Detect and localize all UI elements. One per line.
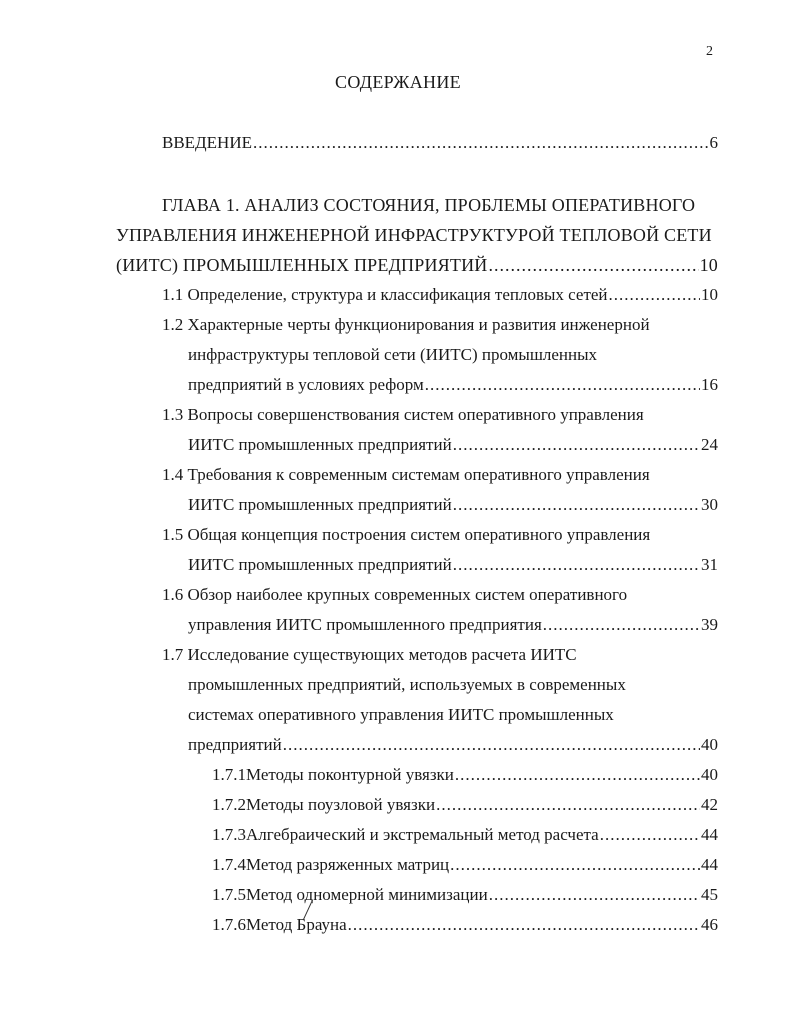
toc-entry-page: 39 (701, 615, 718, 634)
toc-chapter-1-line-2: УПРАВЛЕНИЯ ИНЖЕНЕРНОЙ ИНФРАСТРУКТУРОЙ ТЕПЛОВОЙ СЕТИ (116, 225, 712, 245)
toc-entry-number: 1.7.5 (212, 885, 246, 904)
toc-entry-number: 1.7.3 (212, 825, 246, 844)
toc-entry-1-5-line-1: 1.5 Общая концепция построения систем оперативного управления (162, 525, 651, 544)
toc-entry-label: ВВЕДЕНИЕ (162, 133, 252, 152)
toc-entry-label: ИИТС промышленных предприятий (188, 495, 452, 514)
toc-entry-1-7-line-3: системах оперативного управления ИИТС промышленных (188, 705, 614, 724)
toc-leader (455, 764, 700, 786)
toc-entry-number: 1.7.2 (212, 795, 246, 814)
toc-entry-1-7-1[interactable] (212, 764, 718, 786)
toc-entry-label: предприятий (188, 735, 282, 754)
toc-entry-label: Алгебраический и экстремальный метод расчета (246, 825, 599, 844)
toc-entry-page: 10 (699, 255, 718, 275)
toc-entry-page: 10 (701, 285, 718, 304)
toc-entry-page: 46 (701, 915, 718, 934)
toc-entry-label: ИИТС промышленных предприятий (188, 555, 452, 574)
toc-chapter-1-line-1: ГЛАВА 1. АНАЛИЗ СОСТОЯНИЯ, ПРОБЛЕМЫ ОПЕРАТИВНОГО (162, 195, 696, 215)
toc-entry-1-7-3[interactable] (212, 824, 718, 846)
toc-leader (425, 374, 700, 396)
toc-entry-label: (ИИТС) ПРОМЫШЛЕННЫХ ПРЕДПРИЯТИЙ (116, 255, 488, 275)
toc-entry-1-7-6[interactable] (212, 914, 718, 936)
toc-chapter-1-line-3[interactable] (116, 254, 718, 276)
page-title: СОДЕРЖАНИЕ (335, 72, 461, 92)
toc-leader (348, 914, 700, 936)
toc-leader (600, 824, 700, 846)
toc-leader (283, 734, 700, 756)
toc-entry-1-7[interactable] (188, 734, 718, 756)
toc-entry-label: 1.1 Определение, структура и классификация тепловых сетей (162, 285, 608, 304)
toc-leader (488, 254, 698, 276)
toc-entry-1-7-line-2: промышленных предприятий, используемых в современных (188, 675, 626, 694)
toc-entry-1-1[interactable] (162, 284, 718, 306)
toc-entry-1-7-line-1: 1.7 Исследование существующих методов расчета ИИТС (162, 645, 577, 664)
toc-entry-label: управления ИИТС промышленного предприятия (188, 615, 542, 634)
toc-entry-page: 44 (701, 825, 718, 844)
toc-entry-page: 45 (701, 885, 718, 904)
toc-leader (489, 884, 700, 906)
toc-entry-1-5[interactable] (188, 554, 718, 576)
toc-entry-1-2-line-2: инфраструктуры тепловой сети (ИИТС) промышленных (188, 345, 598, 364)
toc-entry-page: 31 (701, 555, 718, 574)
toc-entry-1-3-line-1: 1.3 Вопросы совершенствования систем оперативного управления (162, 405, 644, 424)
toc-leader (453, 494, 700, 516)
toc-leader (450, 854, 700, 876)
toc-entry-1-4[interactable] (188, 494, 718, 516)
toc-entry-number: 1.7.6 (212, 915, 246, 934)
toc-entry-1-7-4[interactable] (212, 854, 718, 876)
toc-leader (253, 132, 709, 154)
toc-entry-page: 24 (701, 435, 718, 454)
toc-entry-label: Метод разряженных матриц (246, 855, 450, 874)
toc-entry-1-7-2[interactable] (212, 794, 718, 816)
toc-entry-1-4-line-1: 1.4 Требования к современным системам оперативного управления (162, 465, 650, 484)
toc-entry-1-6[interactable] (188, 614, 718, 636)
toc-leader (436, 794, 700, 816)
toc-entry-1-6-line-1: 1.6 Обзор наиболее крупных современных систем оперативного (162, 585, 628, 604)
toc-entry-label: Методы поконтурной увязки (246, 765, 454, 784)
toc-leader (543, 614, 700, 636)
toc-entry-1-2-line-1: 1.2 Характерные черты функционирования и развития инженерной (162, 315, 650, 334)
toc-entry-1-2[interactable] (188, 374, 718, 396)
toc-entry-label: Методы поузловой увязки (246, 795, 436, 814)
toc-entry-introduction[interactable] (162, 132, 718, 154)
toc-leader (453, 434, 700, 456)
toc-entry-1-3[interactable] (188, 434, 718, 456)
toc-entry-page: 40 (701, 735, 718, 754)
toc-entry-label: Метод Брауна (246, 915, 347, 934)
toc-entry-page: 30 (701, 495, 718, 514)
toc-entry-label: ИИТС промышленных предприятий (188, 435, 452, 454)
toc-entry-label: предприятий в условиях реформ (188, 375, 424, 394)
toc-entry-1-7-5[interactable] (212, 884, 718, 906)
toc-entry-label: Метод одномерной минимизации (246, 885, 488, 904)
toc-leader (609, 284, 700, 306)
toc-entry-page: 42 (701, 795, 718, 814)
toc-entry-page: 44 (701, 855, 718, 874)
toc-entry-number: 1.7.1 (212, 765, 246, 784)
toc-entry-page: 40 (701, 765, 718, 784)
toc-entry-page: 6 (709, 133, 718, 152)
page-number: 2 (706, 44, 713, 59)
toc-entry-page: 16 (701, 375, 718, 394)
toc-leader (453, 554, 700, 576)
toc-entry-number: 1.7.4 (212, 855, 246, 874)
